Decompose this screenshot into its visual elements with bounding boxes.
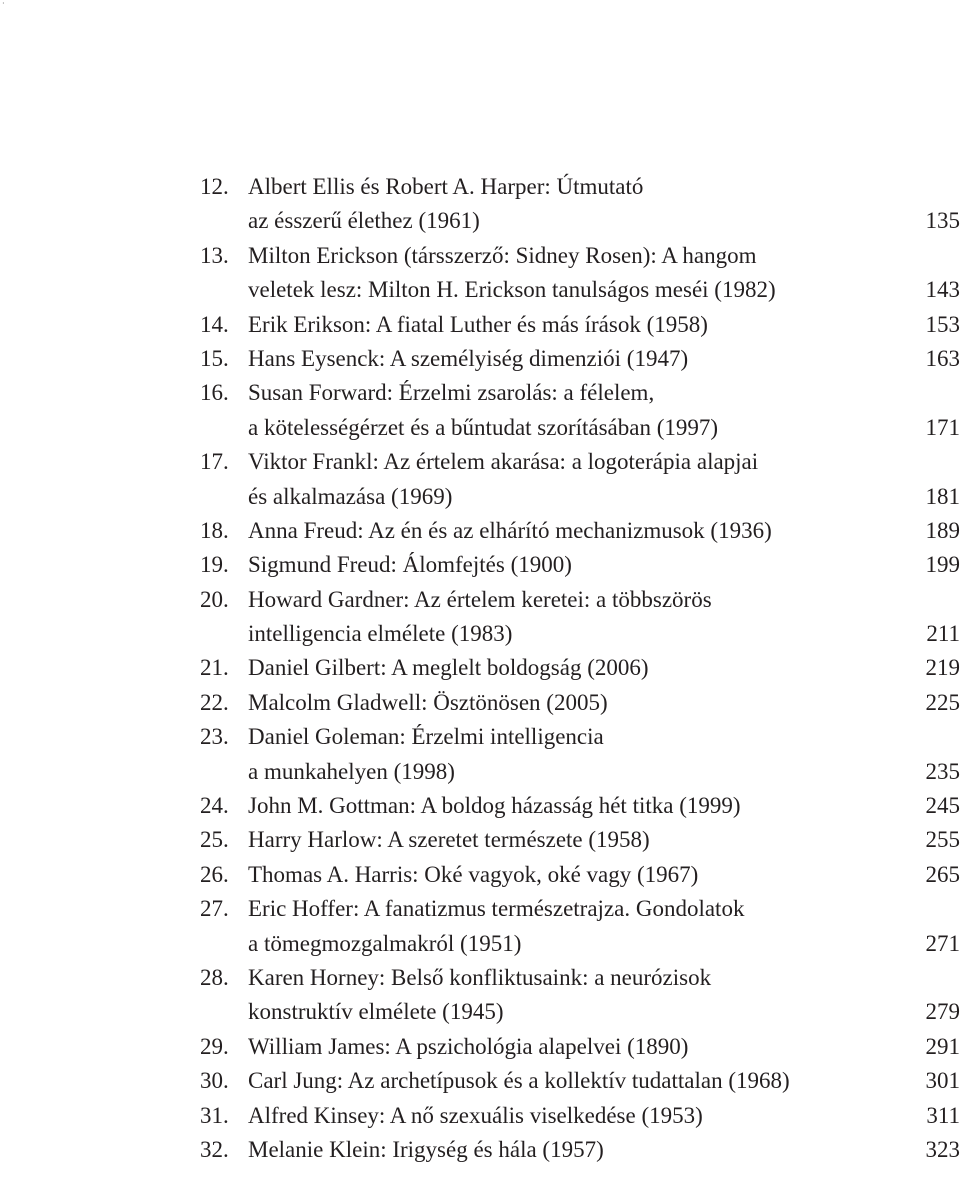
- toc-entry-title: a tömegmozgalmakról (1951): [248, 930, 522, 956]
- toc-entry-page-number: 271: [925, 930, 960, 956]
- toc-entry-page-number: 219: [925, 655, 960, 681]
- toc-entry-number: 26.: [200, 861, 229, 887]
- toc-entry-number: 19.: [200, 552, 229, 578]
- toc-entry-line: [200, 204, 960, 238]
- toc-entry-line: [200, 686, 960, 720]
- toc-entry-line: [200, 617, 960, 651]
- toc-entry-title: Eric Hoffer: A fanatizmus természetrajza. Gondolatok: [248, 896, 745, 922]
- toc-entry-number: 27.: [200, 896, 229, 922]
- toc-entry: [200, 583, 960, 652]
- toc-entry-page-number: 291: [925, 1033, 960, 1059]
- toc-entry-line: [200, 273, 960, 307]
- toc-entry-number: 28.: [200, 964, 229, 990]
- toc-entry-title: Viktor Frankl: Az értelem akarása: a logoterápia alapjai: [248, 449, 759, 475]
- toc-entry-line: [200, 308, 960, 342]
- toc-entry-line: [200, 480, 960, 514]
- toc-entry-line: [200, 1064, 960, 1098]
- toc-entry-page-number: 199: [925, 552, 960, 578]
- toc-entry: [200, 376, 960, 445]
- toc-entry: [200, 445, 960, 514]
- toc-entry-line: [200, 514, 960, 548]
- toc-entry: [200, 308, 960, 342]
- toc-entry-line: [200, 892, 960, 926]
- toc-entry-title: Howard Gardner: Az értelem keretei: a többszörös: [248, 586, 712, 612]
- toc-entry-number: 23.: [200, 724, 229, 750]
- toc-entry-line: [200, 995, 960, 1029]
- toc-entry-title: és alkalmazása (1969): [248, 483, 453, 509]
- toc-entry-line: [200, 411, 960, 445]
- toc-entry-number: 22.: [200, 689, 229, 715]
- toc-entry-title: Hans Eysenck: A személyiség dimenziói (1947): [248, 345, 689, 371]
- toc-entry: [200, 1099, 960, 1133]
- toc-entry-page-number: 245: [925, 793, 960, 819]
- toc-entry-page-number: 225: [925, 689, 960, 715]
- toc-entry-page-number: 279: [925, 999, 960, 1025]
- toc-entry-number: 20.: [200, 586, 229, 612]
- corner-mark: ·: [2, 0, 5, 8]
- toc-entry-title: Daniel Goleman: Érzelmi intelligencia: [248, 724, 604, 750]
- toc-entry: [200, 514, 960, 548]
- toc-entry-number: 13.: [200, 242, 229, 268]
- toc-entry-title: a kötelességérzet és a bűntudat szorításában (1997): [248, 414, 719, 440]
- toc-entry-page-number: 171: [925, 414, 960, 440]
- toc-entry-number: 12.: [200, 174, 229, 199]
- toc-entry-line: [200, 1099, 960, 1133]
- toc-entry-title: Carl Jung: Az archetípusok és a kollektív tudattalan (1968): [248, 1068, 790, 1094]
- toc-entry-line: [200, 1133, 960, 1167]
- toc-entry-title: a munkahelyen (1998): [248, 758, 455, 784]
- toc-entry-page-number: 153: [925, 311, 960, 337]
- toc-entry-title: veletek lesz: Milton H. Erickson tanulságos meséi (1982): [248, 277, 776, 303]
- toc-entry-line: [200, 927, 960, 961]
- toc-entry-title: Albert Ellis és Robert A. Harper: Útmutató: [248, 174, 644, 199]
- toc-entry-page-number: 189: [925, 517, 960, 543]
- toc-entry-page-number: 323: [925, 1136, 960, 1162]
- toc-entry-line: [200, 548, 960, 582]
- toc-entry-title: Karen Horney: Belső konfliktusaink: a neurózisok: [248, 964, 712, 990]
- toc-entry-line: [200, 376, 960, 410]
- toc-entry-title: az ésszerű élethez (1961): [248, 208, 480, 234]
- toc-entry-title: intelligencia elmélete (1983): [248, 621, 513, 647]
- toc-entry-number: 24.: [200, 793, 229, 819]
- toc-entry-line: [200, 342, 960, 376]
- toc-entry-title: Susan Forward: Érzelmi zsarolás: a félelem,: [248, 380, 655, 406]
- toc-entry-page-number: 211: [926, 621, 960, 647]
- toc-entry: [200, 1133, 960, 1167]
- toc-entry-page-number: 135: [925, 208, 960, 234]
- toc-entry-page-number: 181: [925, 483, 960, 509]
- toc-entry-number: 29.: [200, 1033, 229, 1059]
- toc-entry-title: Harry Harlow: A szeretet természete (1958): [248, 827, 650, 853]
- toc-entry-number: 32.: [200, 1136, 229, 1162]
- toc-entry-number: 15.: [200, 345, 229, 371]
- toc-entry-number: 18.: [200, 517, 229, 543]
- toc-entry-number: 16.: [200, 380, 229, 406]
- toc-entry-line: [200, 170, 960, 204]
- toc-entry-number: 14.: [200, 311, 229, 337]
- toc-entry-page-number: 163: [925, 345, 960, 371]
- toc-entry-line: [200, 755, 960, 789]
- toc-entry-line: [200, 789, 960, 823]
- toc-entry: [200, 892, 960, 961]
- toc-entry-title: Milton Erickson (társszerző: Sidney Rosen): A hangom: [248, 242, 757, 268]
- toc-entry: [200, 720, 960, 789]
- toc-entry: [200, 548, 960, 582]
- toc-entry: [200, 858, 960, 892]
- toc-entry-page-number: 265: [925, 861, 960, 887]
- toc-entry-title: Thomas A. Harris: Oké vagyok, oké vagy (1967): [248, 861, 699, 887]
- toc-entry-number: 17.: [200, 449, 229, 475]
- toc-entry-line: [200, 823, 960, 857]
- toc-entry: [200, 239, 960, 308]
- toc-entry-title: William James: A pszichológia alapelvei (1890): [248, 1033, 689, 1059]
- table-of-contents: [200, 170, 960, 1167]
- toc-entry-line: [200, 651, 960, 685]
- toc-entry: [200, 1064, 960, 1098]
- toc-entry-title: Melanie Klein: Irigység és hála (1957): [248, 1136, 604, 1162]
- toc-entry-line: [200, 858, 960, 892]
- toc-entry-title: Sigmund Freud: Álomfejtés (1900): [248, 552, 572, 578]
- toc-entry: [200, 651, 960, 685]
- toc-entry-title: konstruktív elmélete (1945): [248, 999, 504, 1025]
- toc-entry-page-number: 143: [925, 277, 960, 303]
- toc-entry-number: 25.: [200, 827, 229, 853]
- toc-entry: [200, 789, 960, 823]
- toc-entry-title: Alfred Kinsey: A nő szexuális viselkedése (1953): [248, 1102, 703, 1128]
- toc-entry-title: Malcolm Gladwell: Ösztönösen (2005): [248, 689, 608, 715]
- toc-entry-page-number: 311: [926, 1102, 960, 1128]
- toc-entry: [200, 823, 960, 857]
- toc-entry-line: [200, 961, 960, 995]
- toc-entry-line: [200, 720, 960, 754]
- toc-entry: [200, 1030, 960, 1064]
- toc-entry-line: [200, 1030, 960, 1064]
- toc-entry-page-number: 255: [925, 827, 960, 853]
- toc-entry-number: 21.: [200, 655, 229, 681]
- toc-entry-title: Daniel Gilbert: A meglelt boldogság (2006): [248, 655, 649, 681]
- toc-entry-line: [200, 583, 960, 617]
- toc-entry: [200, 170, 960, 239]
- toc-entry-title: Erik Erikson: A fiatal Luther és más írások (1958): [248, 311, 708, 337]
- toc-entry-page-number: 235: [925, 758, 960, 784]
- toc-entry: [200, 961, 960, 1030]
- toc-entry: [200, 342, 960, 376]
- toc-entry: [200, 686, 960, 720]
- toc-entry-number: 31.: [200, 1102, 229, 1128]
- toc-entry-page-number: 301: [925, 1068, 960, 1094]
- toc-entry-title: John M. Gottman: A boldog házasság hét titka (1999): [248, 793, 741, 819]
- toc-entry-number: 30.: [200, 1068, 229, 1094]
- toc-entry-line: [200, 445, 960, 479]
- toc-entry-line: [200, 239, 960, 273]
- toc-entry-title: Anna Freud: Az én és az elhárító mechanizmusok (1936): [248, 517, 772, 543]
